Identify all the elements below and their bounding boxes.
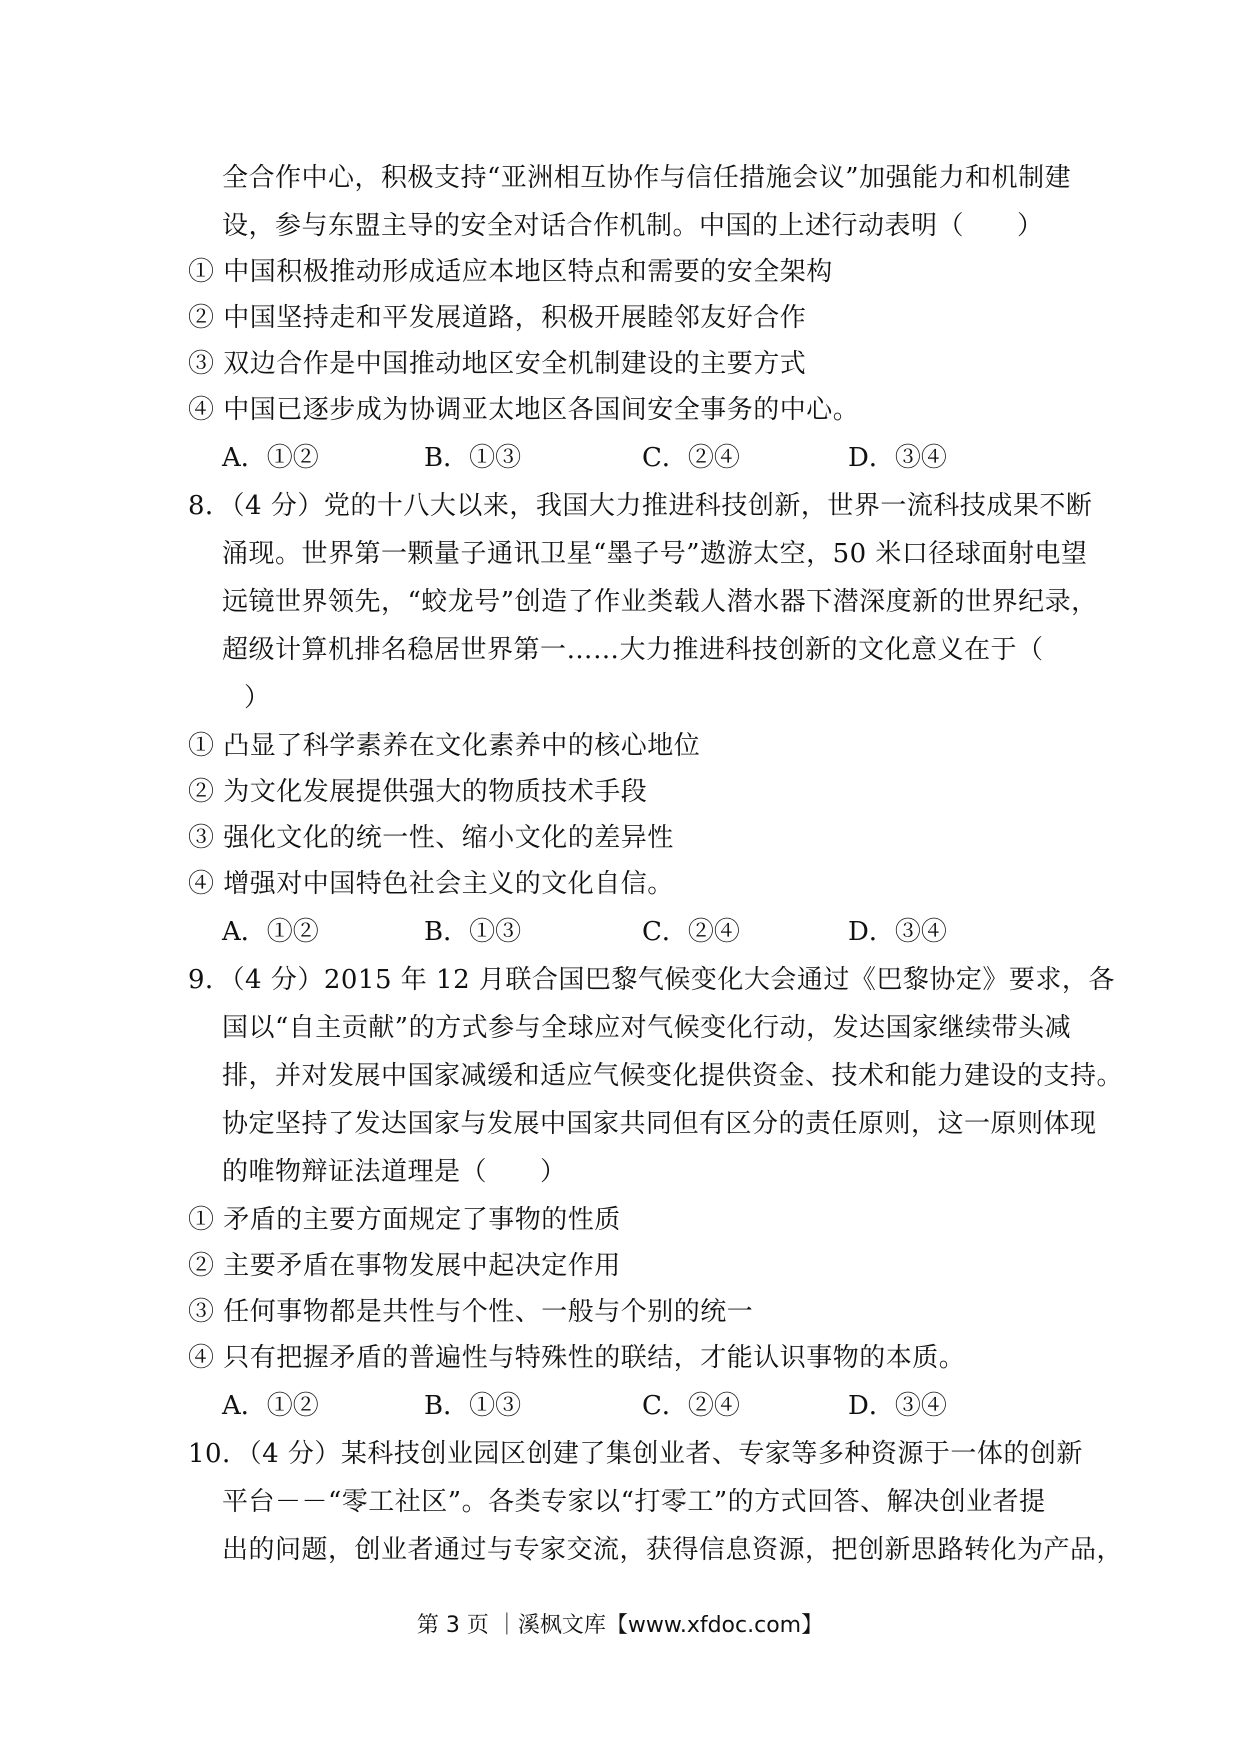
- q9-answer-c: C．②④: [642, 1391, 740, 1421]
- q9-stem-line-2: 国以“自主贡献”的方式参与全球应对气候变化行动，发达国家继续带头减: [222, 1013, 1072, 1043]
- q9-option-1: ① 矛盾的主要方面规定了事物的性质: [188, 1205, 621, 1235]
- q7-answer-c: C．②④: [642, 443, 740, 473]
- q7-answer-b: B．①③: [424, 443, 522, 473]
- q7-option-2: ② 中国坚持走和平发展道路，积极开展睦邻友好合作: [188, 303, 807, 333]
- q9-option-2: ② 主要矛盾在事物发展中起决定作用: [188, 1251, 621, 1281]
- q8-stem-line-1: 8．（4 分）党的十八大以来，我国大力推进科技创新，世界一流科技成果不断: [188, 491, 1093, 521]
- q7-answer-a: A．①②: [222, 443, 319, 473]
- q9-stem-line-3: 排，并对发展中国家减缓和适应气候变化提供资金、技术和能力建设的支持。: [222, 1061, 1124, 1091]
- q8-stem-line-5: ）: [244, 683, 271, 713]
- q8-stem-line-4: 超级计算机排名稳居世界第一……大力推进科技创新的文化意义在于（: [222, 635, 1044, 665]
- q7-answer-d: D．③④: [848, 443, 947, 473]
- q9-stem-line-5: 的唯物辩证法道理是（ ）: [222, 1157, 567, 1187]
- q9-stem-line-1: 9．（4 分）2015 年 12 月联合国巴黎气候变化大会通过《巴黎协定》要求，各: [188, 965, 1115, 995]
- q8-answer-c: C．②④: [642, 917, 740, 947]
- q7-option-4: ④ 中国已逐步成为协调亚太地区各国间安全事务的中心。: [188, 395, 860, 425]
- q7-option-3: ③ 双边合作是中国推动地区安全机制建设的主要方式: [188, 349, 807, 379]
- q8-option-1: ① 凸显了科学素养在文化素养中的核心地位: [188, 731, 701, 761]
- q9-answer-b: B．①③: [424, 1391, 522, 1421]
- q8-answer-b: B．①③: [424, 917, 522, 947]
- q9-answer-a: A．①②: [222, 1391, 319, 1421]
- q7-option-1: ① 中国积极推动形成适应本地区特点和需要的安全架构: [188, 257, 833, 287]
- q7-stem-line-2: 设，参与东盟主导的安全对话合作机制。中国的上述行动表明（ ）: [222, 211, 1044, 241]
- page-footer: 第 3 页 ｜溪枫文库【www.xfdoc.com】: [416, 1613, 824, 1638]
- q9-option-4: ④ 只有把握矛盾的普遍性与特殊性的联结，才能认识事物的本质。: [188, 1343, 966, 1373]
- q9-option-3: ③ 任何事物都是共性与个性、一般与个别的统一: [188, 1297, 754, 1327]
- q8-answer-a: A．①②: [222, 917, 319, 947]
- q10-stem-line-3: 出的问题，创业者通过与专家交流，获得信息资源，把创新思路转化为产品，: [222, 1535, 1124, 1565]
- q7-stem-line-1: 全合作中心，积极支持“亚洲相互协作与信任措施会议”加强能力和机制建: [222, 163, 1072, 193]
- q9-answer-d: D．③④: [848, 1391, 947, 1421]
- q9-stem-line-4: 协定坚持了发达国家与发展中国家共同但有区分的责任原则，这一原则体现: [222, 1109, 1097, 1139]
- q10-stem-line-2: 平台－－“零工社区”。各类专家以“打零工”的方式回答、解决创业者提: [222, 1487, 1046, 1517]
- q8-answer-d: D．③④: [848, 917, 947, 947]
- q8-stem-line-3: 远镜世界领先，“蛟龙号”创造了作业类载人潜水器下潜深度新的世界纪录，: [222, 587, 1098, 617]
- q8-option-2: ② 为文化发展提供强大的物质技术手段: [188, 777, 648, 807]
- q10-stem-line-1: 10．（4 分）某科技创业园区创建了集创业者、专家等多种资源于一体的创新: [188, 1439, 1083, 1469]
- q8-option-3: ③ 强化文化的统一性、缩小文化的差异性: [188, 823, 674, 853]
- q8-stem-line-2: 涌现。世界第一颗量子通讯卫星“墨子号”遨游太空，50 米口径球面射电望: [222, 539, 1088, 569]
- q8-option-4: ④ 增强对中国特色社会主义的文化自信。: [188, 869, 674, 899]
